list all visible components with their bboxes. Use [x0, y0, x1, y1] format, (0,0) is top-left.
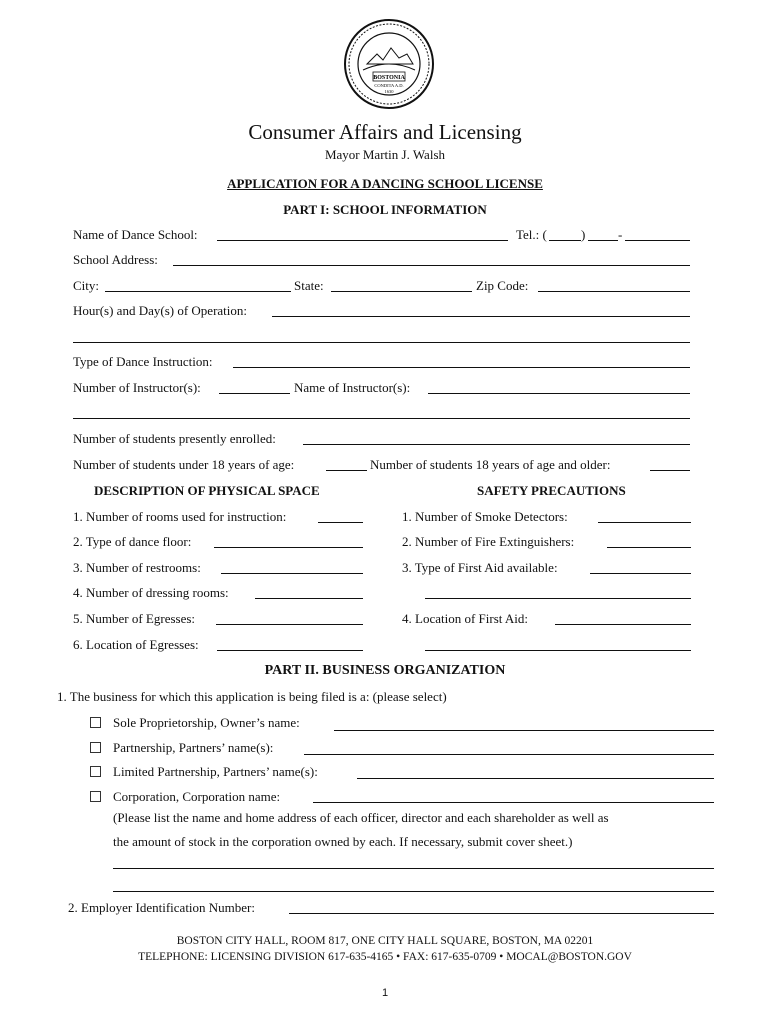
first-aid-type-field[interactable] — [590, 573, 691, 574]
limited-label: Limited Partnership, Partners’ name(s): — [113, 764, 318, 779]
physical-item-5: 5. Number of Egresses: — [73, 611, 196, 626]
sole-checkbox[interactable] — [90, 717, 101, 728]
tel-number-field[interactable] — [625, 240, 690, 241]
name-instructors-line2[interactable] — [73, 418, 690, 419]
business-question: 1. The business for which this application is being filed is a: (please select) — [57, 689, 447, 704]
name-instructors-label: Name of Instructor(s): — [294, 380, 411, 395]
zip-field[interactable] — [538, 291, 690, 292]
num-instructors-field[interactable] — [219, 393, 290, 394]
egress-location-field[interactable] — [217, 650, 363, 651]
safety-item-2: 2. Number of Fire Extinguishers: — [402, 534, 575, 549]
city-field[interactable] — [105, 291, 291, 292]
safety-item-1: 1. Number of Smoke Detectors: — [402, 509, 568, 524]
physical-item-2: 2. Type of dance floor: — [73, 534, 192, 549]
hours-label: Hour(s) and Day(s) of Operation: — [73, 303, 248, 318]
school-name-field[interactable] — [217, 240, 508, 241]
corporation-note-1: (Please list the name and home address of each officer, director and each shareholder as well as — [113, 810, 609, 825]
seal-text-2: CONDITA A.D. — [374, 83, 404, 88]
floor-type-field[interactable] — [214, 547, 363, 548]
form-title: APPLICATION FOR A DANCING SCHOOL LICENSE — [227, 176, 543, 191]
partnership-label: Partnership, Partners’ name(s): — [113, 740, 274, 755]
tel-close: ) — [581, 227, 586, 242]
sole-label: Sole Proprietorship, Owner’s name: — [113, 715, 300, 730]
physical-heading: DESCRIPTION OF PHYSICAL SPACE — [94, 483, 320, 498]
zip-label: Zip Code: — [476, 278, 529, 293]
school-address-field[interactable] — [173, 265, 690, 266]
option-corporation[interactable] — [90, 789, 280, 805]
part1-heading: PART I: SCHOOL INFORMATION — [283, 202, 487, 217]
city-seal-logo — [343, 18, 435, 110]
hours-field-line2[interactable] — [73, 342, 690, 343]
enrolled-field[interactable] — [303, 444, 690, 445]
corporation-details-line1[interactable] — [113, 868, 714, 869]
hours-field[interactable] — [272, 316, 690, 317]
part2-heading: PART II. BUSINESS ORGANIZATION — [264, 663, 506, 678]
physical-item-4: 4. Number of dressing rooms: — [73, 585, 229, 600]
page-number: 1 — [381, 987, 389, 999]
corporation-checkbox[interactable] — [90, 791, 101, 802]
name-instructors-field[interactable] — [428, 393, 690, 394]
corporation-note-2: the amount of stock in the corporation owned by each. If necessary, submit cover sheet.) — [113, 834, 573, 849]
over18-field[interactable] — [650, 470, 690, 471]
smoke-detectors-field[interactable] — [598, 522, 691, 523]
type-label: Type of Dance Instruction: — [73, 354, 213, 369]
safety-item-4: 4. Location of First Aid: — [402, 611, 529, 626]
ein-field[interactable] — [289, 913, 714, 914]
option-sole[interactable] — [90, 715, 300, 731]
restrooms-field[interactable] — [221, 573, 363, 574]
enrolled-label: Number of students presently enrolled: — [73, 431, 276, 446]
seal-text-3: 1630 — [384, 89, 394, 94]
egresses-field[interactable] — [216, 624, 363, 625]
under18-field[interactable] — [326, 470, 367, 471]
ein-label: 2. Employer Identification Number: — [68, 900, 256, 915]
safety-heading: SAFETY PRECAUTIONS — [477, 483, 626, 498]
tel-prefix-field[interactable] — [588, 240, 618, 241]
footer-address: BOSTON CITY HALL, ROOM 817, ONE CITY HALL SQUARE, BOSTON, MA 02201 — [176, 935, 594, 947]
name-label: Name of Dance School: — [73, 227, 198, 242]
safety-item-3: 3. Type of First Aid available: — [402, 560, 558, 575]
rooms-field[interactable] — [318, 522, 363, 523]
mayor-name: Mayor Martin J. Walsh — [324, 147, 446, 162]
option-limited[interactable] — [90, 764, 318, 780]
first-aid-type-line2[interactable] — [425, 598, 691, 599]
physical-item-6: 6. Location of Egresses: — [73, 637, 199, 652]
num-instructors-label: Number of Instructor(s): — [73, 380, 201, 395]
tel-dash: - — [618, 227, 623, 242]
physical-item-1: 1. Number of rooms used for instruction: — [73, 509, 287, 524]
limited-checkbox[interactable] — [90, 766, 101, 777]
partnership-checkbox[interactable] — [90, 742, 101, 753]
corporation-label: Corporation, Corporation name: — [113, 789, 281, 804]
dressing-rooms-field[interactable] — [255, 598, 363, 599]
over18-label: Number of students 18 years of age and older: — [370, 457, 611, 472]
tel-label: Tel.: ( — [516, 227, 547, 242]
first-aid-location-field[interactable] — [555, 624, 691, 625]
corporation-name-field[interactable] — [313, 802, 714, 803]
under18-label: Number of students under 18 years of age: — [73, 457, 295, 472]
type-field[interactable] — [233, 367, 690, 368]
limited-partners-field[interactable] — [357, 778, 714, 779]
owner-name-field[interactable] — [334, 730, 714, 731]
city-label: City: — [73, 278, 100, 293]
extinguishers-field[interactable] — [607, 547, 691, 548]
option-partnership[interactable] — [90, 740, 273, 756]
state-label: State: — [294, 278, 324, 293]
footer-contact: TELEPHONE: LICENSING DIVISION 617-635-4165 • FAX: 617-635-0709 • MOCAL@BOSTON.GOV — [138, 951, 632, 963]
seal-text-1: BOSTONIA — [373, 75, 405, 81]
department-title: Consumer Affairs and Licensing — [248, 120, 522, 144]
state-field[interactable] — [331, 291, 472, 292]
first-aid-location-line2[interactable] — [425, 650, 691, 651]
address-label: School Address: — [73, 252, 158, 267]
physical-item-3: 3. Number of restrooms: — [73, 560, 201, 575]
corporation-details-line2[interactable] — [113, 891, 714, 892]
partners-name-field[interactable] — [304, 754, 714, 755]
tel-area-field[interactable] — [549, 240, 581, 241]
